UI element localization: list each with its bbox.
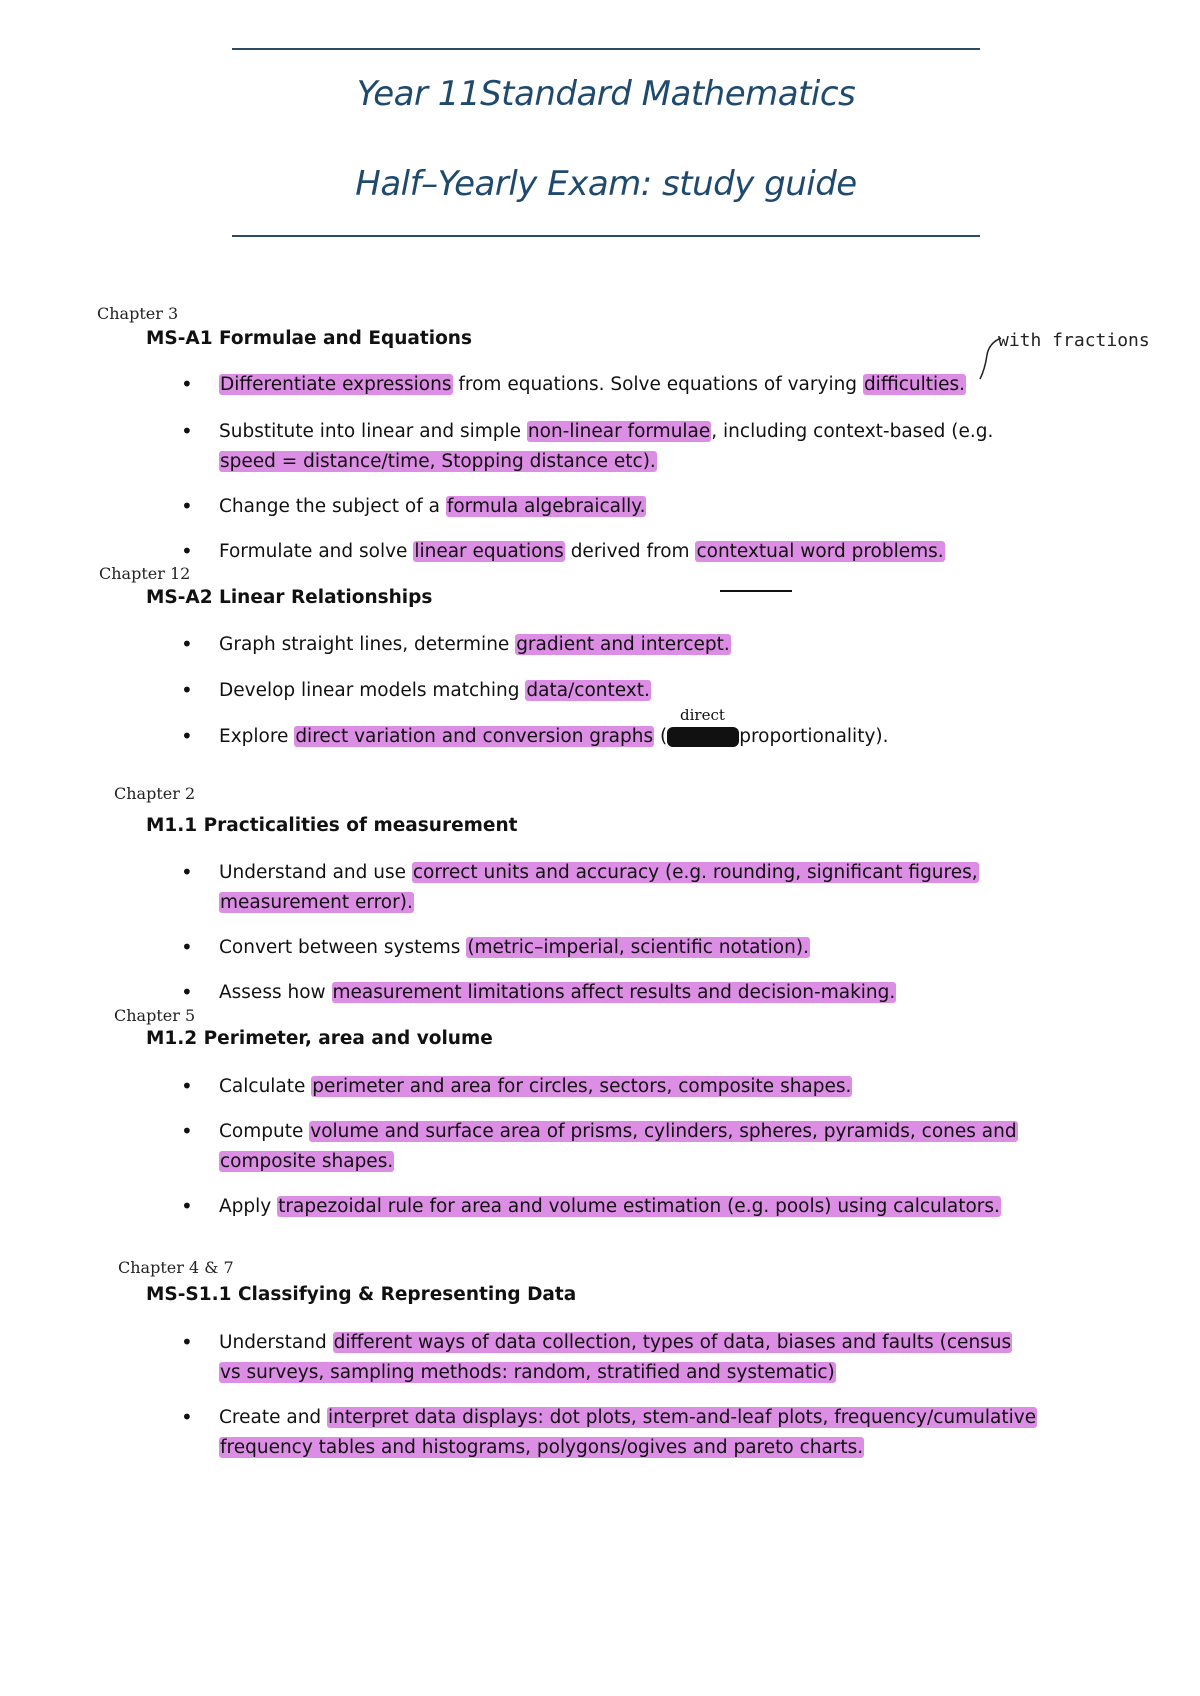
bullet-icon: • <box>181 1074 193 1098</box>
bullet-icon: • <box>181 860 193 884</box>
bullet-icon: • <box>181 1194 193 1218</box>
list-item: Create and interpret data displays: dot plots, stem-and-leaf plots, frequency/cumulative frequency tables and histograms, polygons/ogives and pareto charts. <box>219 1407 1037 1458</box>
list-item: Formulate and solve linear equations derived from contextual word problems. <box>219 541 944 562</box>
list-item: Substitute into linear and simple non-linear formulae, including context-based (e.g. speed = distance/time, Stopping distance etc). <box>219 421 994 472</box>
bullet-icon: • <box>181 1119 193 1143</box>
chapter-label: Chapter 12 <box>99 564 191 583</box>
section-heading: MS-A2 Linear Relationships <box>146 587 433 608</box>
list-item: Graph straight lines, determine gradient and intercept. <box>219 634 730 655</box>
bullet-icon: • <box>181 724 193 748</box>
list-item: Assess how measurement limitations affect results and decision-making. <box>219 982 896 1003</box>
bullet-icon: • <box>181 1330 193 1354</box>
list-item: Calculate perimeter and area for circles, sectors, composite shapes. <box>219 1076 852 1097</box>
handwritten-note: with fractions <box>998 330 1150 351</box>
top-rule <box>232 48 980 50</box>
section-heading: MS-S1.1 Classifying & Representing Data <box>146 1284 577 1305</box>
bullet-icon: • <box>181 1405 193 1429</box>
list-item: Differentiate expressions from equations. Solve equations of varying difficulties. <box>220 374 966 395</box>
bullet-icon: • <box>181 372 193 396</box>
bullet-icon: • <box>181 539 193 563</box>
chapter-label: Chapter 2 <box>114 784 196 803</box>
list-item: Understand different ways of data collection, types of data, biases and faults (census vs surveys, sampling methods: random, stratified and systematic) <box>219 1332 1012 1383</box>
page-title: Year 11Standard Mathematics <box>356 74 856 114</box>
bullet-icon: • <box>181 494 193 518</box>
list-item: Compute volume and surface area of prisms, cylinders, spheres, pyramids, cones and composite shapes. <box>219 1121 1017 1172</box>
underline-mark <box>720 590 792 592</box>
bullet-icon: • <box>181 935 193 959</box>
list-item: Convert between systems (metric–imperial, scientific notation). <box>219 937 809 958</box>
section-heading: M1.2 Perimeter, area and volume <box>146 1028 493 1049</box>
list-item: Change the subject of a formula algebraically. <box>219 496 646 517</box>
bullet-icon: • <box>181 632 193 656</box>
chapter-label: Chapter 3 <box>97 304 179 323</box>
list-item: Develop linear models matching data/context. <box>219 680 650 701</box>
bullet-icon: • <box>181 419 193 443</box>
scribble-out-mark <box>667 727 739 747</box>
chapter-label: Chapter 5 <box>114 1006 196 1025</box>
chapter-label: Chapter 4 & 7 <box>118 1258 234 1277</box>
bullet-icon: • <box>181 980 193 1004</box>
list-item: Apply trapezoidal rule for area and volume estimation (e.g. pools) using calculators. <box>219 1196 1000 1217</box>
handwritten-note: direct <box>680 706 725 724</box>
bullet-icon: • <box>181 678 193 702</box>
list-item: Explore direct variation and conversion graphs ( proportionality). <box>219 726 889 747</box>
page-subtitle: Half–Yearly Exam: study guide <box>355 164 857 204</box>
list-item: Understand and use correct units and accuracy (e.g. rounding, significant figures, measurement error). <box>219 862 978 913</box>
section-heading: MS-A1 Formulae and Equations <box>146 328 472 349</box>
section-heading: M1.1 Practicalities of measurement <box>146 815 518 836</box>
bottom-rule <box>232 235 980 237</box>
